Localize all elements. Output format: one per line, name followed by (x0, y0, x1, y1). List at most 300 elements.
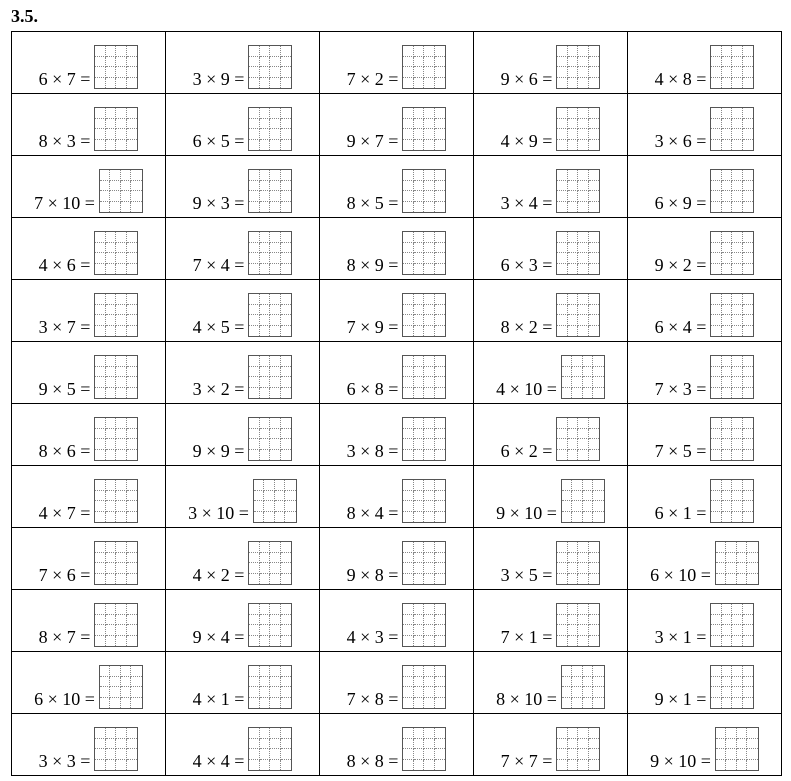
answer-box-square (414, 666, 425, 677)
exercise-cell-content (320, 218, 473, 279)
answer-box-square (568, 264, 579, 275)
answer-box[interactable] (710, 479, 754, 523)
multiplication-expression: 4 × 9 = (500, 131, 553, 151)
answer-box-square (275, 512, 286, 523)
answer-box[interactable] (561, 665, 605, 709)
answer-box-square (435, 553, 446, 564)
answer-box-square (589, 253, 600, 264)
answer-box[interactable] (556, 417, 600, 461)
answer-box[interactable] (710, 665, 754, 709)
answer-box-square (260, 119, 271, 130)
answer-box-square (106, 67, 117, 78)
exercise-cell (628, 156, 782, 218)
answer-box-square (589, 119, 600, 130)
answer-box-square (732, 429, 743, 440)
answer-box-square (568, 739, 579, 750)
answer-box-square (127, 553, 138, 564)
answer-box-square (578, 78, 589, 89)
answer-box-square (414, 119, 425, 130)
multiplication-expression: 7 × 9 = (346, 317, 399, 337)
answer-box[interactable] (94, 541, 138, 585)
answer-box-square (424, 574, 435, 585)
answer-box-square (743, 377, 754, 388)
answer-box-square (578, 615, 589, 626)
answer-box-square (435, 698, 446, 709)
answer-box[interactable] (402, 293, 446, 337)
answer-box-square (578, 129, 589, 140)
answer-box-square (414, 294, 425, 305)
answer-box-square (403, 553, 414, 564)
answer-box[interactable] (94, 603, 138, 647)
answer-box-square (424, 377, 435, 388)
answer-box-square (568, 78, 579, 89)
answer-box-square (110, 666, 121, 677)
answer-box-square (106, 760, 117, 771)
answer-box-square (562, 367, 573, 378)
answer-box[interactable] (710, 107, 754, 151)
answer-box[interactable] (402, 727, 446, 771)
answer-box[interactable] (710, 45, 754, 89)
answer-box-square (722, 429, 733, 440)
answer-box-square (110, 698, 121, 709)
exercise-cell-content (166, 156, 319, 217)
answer-box-square (249, 439, 260, 450)
answer-box-square (435, 305, 446, 316)
answer-box[interactable] (402, 479, 446, 523)
answer-box-square (281, 439, 292, 450)
answer-box[interactable] (402, 355, 446, 399)
answer-box-square (557, 418, 568, 429)
answer-box[interactable] (94, 231, 138, 275)
answer-box-square (435, 574, 446, 585)
exercise-cell-content (166, 528, 319, 589)
answer-box-square (732, 326, 743, 337)
answer-box-square (116, 78, 127, 89)
exercise-cell (474, 590, 628, 652)
answer-box-square (572, 666, 583, 677)
answer-box-square (562, 377, 573, 388)
answer-box-square (414, 450, 425, 461)
answer-box[interactable] (556, 293, 600, 337)
answer-box-square (127, 356, 138, 367)
answer-box-square (578, 181, 589, 192)
answer-box-square (95, 46, 106, 57)
answer-box-square (711, 604, 722, 615)
answer-box-square (95, 636, 106, 647)
answer-box-square (95, 294, 106, 305)
exercise-cell-content (628, 342, 781, 403)
answer-box-square (557, 429, 568, 440)
answer-box-square (711, 57, 722, 68)
answer-box[interactable] (715, 727, 759, 771)
answer-box[interactable] (556, 107, 600, 151)
exercise-row (12, 404, 782, 466)
answer-box-square (568, 181, 579, 192)
answer-box-square (260, 542, 271, 553)
answer-box-square (414, 356, 425, 367)
answer-box-square (95, 253, 106, 264)
answer-box-square (589, 728, 600, 739)
exercise-row (12, 466, 782, 528)
answer-box-square (414, 728, 425, 739)
answer-box-square (726, 553, 737, 564)
answer-box-square (249, 553, 260, 564)
answer-box-square (131, 202, 142, 213)
exercise-cell-content (474, 652, 627, 713)
answer-box[interactable] (94, 355, 138, 399)
answer-box-square (270, 625, 281, 636)
answer-box-square (562, 501, 573, 512)
answer-box-square (722, 232, 733, 243)
answer-box-square (747, 760, 758, 771)
answer-box[interactable] (561, 479, 605, 523)
answer-box-square (260, 232, 271, 243)
answer-box-square (711, 512, 722, 523)
answer-box-square (260, 243, 271, 254)
multiplication-expression: 3 × 2 = (192, 379, 245, 399)
answer-box-square (414, 760, 425, 771)
answer-box-square (743, 666, 754, 677)
answer-box[interactable] (556, 603, 600, 647)
answer-box[interactable] (556, 169, 600, 213)
exercise-cell-content (166, 280, 319, 341)
answer-box-square (403, 315, 414, 326)
answer-box[interactable] (248, 169, 292, 213)
answer-box[interactable] (561, 355, 605, 399)
answer-box[interactable] (94, 479, 138, 523)
multiplication-expression: 7 × 8 = (346, 689, 399, 709)
answer-box[interactable] (99, 665, 143, 709)
answer-box-square (95, 429, 106, 440)
answer-box-square (578, 46, 589, 57)
answer-box[interactable] (94, 107, 138, 151)
answer-box-square (414, 377, 425, 388)
answer-box[interactable] (248, 727, 292, 771)
answer-box-square (270, 57, 281, 68)
exercise-cell-content (474, 94, 627, 155)
answer-box[interactable] (402, 107, 446, 151)
exercise-cell (320, 404, 474, 466)
answer-box-square (249, 170, 260, 181)
answer-box-square (260, 687, 271, 698)
answer-box-square (743, 140, 754, 151)
answer-box-square (743, 687, 754, 698)
answer-box[interactable] (402, 417, 446, 461)
answer-box-square (568, 636, 579, 647)
answer-box[interactable] (248, 231, 292, 275)
answer-box-square (424, 439, 435, 450)
answer-box-square (414, 108, 425, 119)
answer-box-square (743, 191, 754, 202)
answer-box[interactable] (556, 727, 600, 771)
answer-box-square (722, 253, 733, 264)
multiplication-grid (11, 31, 782, 776)
answer-box-square (254, 491, 265, 502)
exercise-row (12, 342, 782, 404)
answer-box[interactable] (248, 541, 292, 585)
exercise-cell (12, 342, 166, 404)
answer-box-square (732, 315, 743, 326)
answer-box-square (732, 202, 743, 213)
answer-box-square (403, 377, 414, 388)
multiplication-expression: 6 × 3 = (500, 255, 553, 275)
answer-box[interactable] (248, 355, 292, 399)
answer-box-square (732, 129, 743, 140)
answer-box[interactable] (402, 603, 446, 647)
answer-box-square (270, 232, 281, 243)
answer-box[interactable] (556, 45, 600, 89)
multiplication-expression: 8 × 3 = (38, 131, 91, 151)
answer-box-square (589, 625, 600, 636)
answer-box[interactable] (402, 541, 446, 585)
answer-box[interactable] (710, 293, 754, 337)
answer-box-square (722, 356, 733, 367)
answer-box[interactable] (710, 417, 754, 461)
answer-box-square (110, 170, 121, 181)
answer-box[interactable] (248, 107, 292, 151)
answer-box-square (743, 512, 754, 523)
answer-box-square (414, 305, 425, 316)
answer-box-square (127, 418, 138, 429)
answer-box-square (270, 170, 281, 181)
answer-box[interactable] (248, 45, 292, 89)
answer-box-square (116, 749, 127, 760)
multiplication-expression: 3 × 6 = (654, 131, 707, 151)
answer-box-square (127, 739, 138, 750)
answer-box-square (435, 170, 446, 181)
answer-box-square (722, 439, 733, 450)
answer-box[interactable] (710, 231, 754, 275)
answer-box-square (578, 563, 589, 574)
exercise-cell (474, 94, 628, 156)
answer-box-square (106, 46, 117, 57)
answer-box-square (249, 687, 260, 698)
exercise-cell (474, 156, 628, 218)
answer-box[interactable] (94, 293, 138, 337)
answer-box-square (249, 202, 260, 213)
answer-box-square (732, 418, 743, 429)
answer-box[interactable] (94, 417, 138, 461)
answer-box-square (403, 439, 414, 450)
answer-box-square (711, 388, 722, 399)
answer-box-square (131, 698, 142, 709)
exercise-row (12, 94, 782, 156)
answer-box-square (578, 202, 589, 213)
answer-box-square (747, 542, 758, 553)
answer-box-square (424, 636, 435, 647)
answer-box-square (578, 264, 589, 275)
answer-box[interactable] (94, 727, 138, 771)
answer-box-square (578, 191, 589, 202)
answer-box-square (732, 367, 743, 378)
answer-box[interactable] (715, 541, 759, 585)
answer-box[interactable] (710, 355, 754, 399)
answer-box-square (435, 429, 446, 440)
exercise-cell-content (12, 32, 165, 93)
exercise-row (12, 280, 782, 342)
answer-box-square (424, 78, 435, 89)
answer-box-square (260, 67, 271, 78)
answer-box-square (270, 129, 281, 140)
answer-box-square (260, 367, 271, 378)
answer-box-square (100, 170, 111, 181)
answer-box-square (424, 760, 435, 771)
answer-box-square (589, 170, 600, 181)
answer-box-square (743, 439, 754, 450)
answer-box-square (95, 450, 106, 461)
answer-box-square (711, 191, 722, 202)
answer-box[interactable] (248, 417, 292, 461)
answer-box-square (281, 636, 292, 647)
answer-box-square (726, 542, 737, 553)
answer-box[interactable] (556, 231, 600, 275)
multiplication-expression: 6 × 2 = (500, 441, 553, 461)
answer-box[interactable] (248, 665, 292, 709)
exercise-cell-content (628, 280, 781, 341)
answer-box-square (743, 264, 754, 275)
answer-box-square (711, 698, 722, 709)
answer-box-square (249, 625, 260, 636)
answer-box-square (711, 687, 722, 698)
answer-box-square (414, 739, 425, 750)
answer-box-square (568, 615, 579, 626)
answer-box-square (589, 181, 600, 192)
answer-box-square (732, 439, 743, 450)
exercise-row (12, 714, 782, 776)
answer-box-square (578, 140, 589, 151)
exercise-cell-content (12, 404, 165, 465)
answer-box-square (116, 553, 127, 564)
answer-box-square (743, 326, 754, 337)
answer-box-square (726, 739, 737, 750)
exercise-cell-content (12, 94, 165, 155)
answer-box-square (743, 604, 754, 615)
answer-box-square (435, 636, 446, 647)
answer-box-square (116, 108, 127, 119)
answer-box-square (578, 625, 589, 636)
answer-box-square (557, 232, 568, 243)
multiplication-expression: 6 × 9 = (654, 193, 707, 213)
answer-box-square (116, 67, 127, 78)
answer-box-square (260, 574, 271, 585)
answer-box[interactable] (402, 169, 446, 213)
answer-box-square (270, 739, 281, 750)
answer-box-square (578, 232, 589, 243)
answer-box[interactable] (253, 479, 297, 523)
multiplication-expression: 3 × 5 = (500, 565, 553, 585)
exercise-cell (320, 590, 474, 652)
answer-box-square (270, 666, 281, 677)
answer-box-square (568, 305, 579, 316)
answer-box[interactable] (99, 169, 143, 213)
answer-box-square (435, 625, 446, 636)
answer-box[interactable] (94, 45, 138, 89)
answer-box-square (414, 563, 425, 574)
answer-box-square (589, 760, 600, 771)
answer-box[interactable] (248, 603, 292, 647)
answer-box-square (121, 170, 132, 181)
answer-box-square (95, 377, 106, 388)
answer-box[interactable] (710, 603, 754, 647)
answer-box-square (95, 501, 106, 512)
answer-box-square (743, 57, 754, 68)
multiplication-expression: 9 × 6 = (500, 69, 553, 89)
exercise-cell (320, 528, 474, 590)
answer-box-square (589, 67, 600, 78)
answer-box-square (732, 677, 743, 688)
answer-box-square (116, 388, 127, 399)
answer-box-square (249, 78, 260, 89)
answer-box[interactable] (556, 541, 600, 585)
exercise-cell (474, 342, 628, 404)
answer-box-square (722, 377, 733, 388)
answer-box-square (743, 129, 754, 140)
exercise-cell (628, 528, 782, 590)
answer-box-square (116, 57, 127, 68)
multiplication-expression: 4 × 2 = (192, 565, 245, 585)
answer-box-square (127, 264, 138, 275)
answer-box-square (424, 326, 435, 337)
multiplication-expression: 9 × 2 = (654, 255, 707, 275)
exercise-row (12, 218, 782, 280)
multiplication-expression: 3 × 4 = (500, 193, 553, 213)
answer-box-square (732, 264, 743, 275)
multiplication-expression: 8 × 5 = (346, 193, 399, 213)
answer-box-square (249, 574, 260, 585)
answer-box-square (732, 140, 743, 151)
answer-box-square (711, 367, 722, 378)
answer-box-square (95, 604, 106, 615)
answer-box[interactable] (402, 665, 446, 709)
answer-box-square (121, 202, 132, 213)
answer-box-square (722, 491, 733, 502)
answer-box-square (116, 739, 127, 750)
answer-box-square (435, 615, 446, 626)
answer-box-square (270, 202, 281, 213)
answer-box[interactable] (402, 45, 446, 89)
exercise-cell (12, 280, 166, 342)
answer-box-square (116, 367, 127, 378)
answer-box-square (285, 501, 296, 512)
answer-box[interactable] (402, 231, 446, 275)
answer-box-square (254, 480, 265, 491)
answer-box-square (732, 450, 743, 461)
exercise-cell (12, 32, 166, 94)
answer-box-square (711, 450, 722, 461)
answer-box-square (116, 232, 127, 243)
answer-box-square (424, 388, 435, 399)
answer-box-square (562, 677, 573, 688)
answer-box-square (589, 574, 600, 585)
answer-box-square (716, 760, 727, 771)
answer-box-square (260, 294, 271, 305)
answer-box-square (116, 615, 127, 626)
answer-box-square (435, 760, 446, 771)
answer-box-square (285, 491, 296, 502)
answer-box[interactable] (248, 293, 292, 337)
answer-box[interactable] (710, 169, 754, 213)
multiplication-expression: 9 × 10 = (650, 751, 711, 771)
answer-box-square (414, 542, 425, 553)
answer-box-square (589, 243, 600, 254)
answer-box-square (424, 46, 435, 57)
answer-box-square (106, 232, 117, 243)
exercise-cell-content (166, 590, 319, 651)
answer-box-square (578, 418, 589, 429)
answer-box-square (557, 749, 568, 760)
multiplication-expression: 9 × 1 = (654, 689, 707, 709)
answer-box-square (127, 326, 138, 337)
